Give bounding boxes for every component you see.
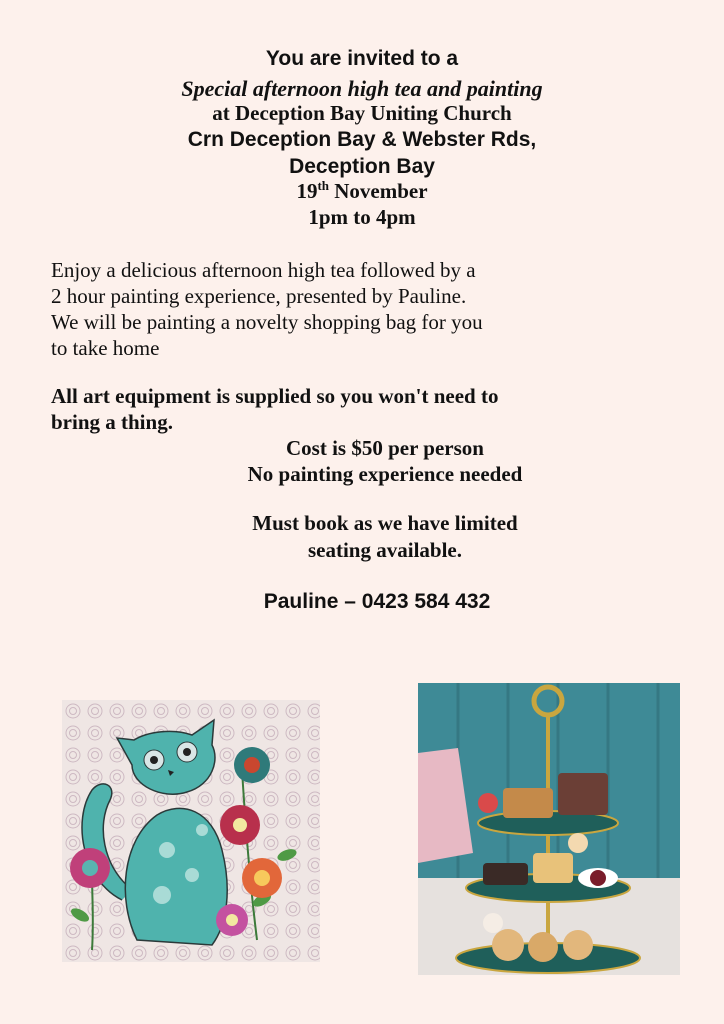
event-title: Special afternoon high tea and painting (181, 76, 543, 101)
address-line-2: Deception Bay (289, 155, 435, 178)
high-tea-illustration (418, 683, 680, 975)
description-line: We will be painting a novelty shopping bag for you (51, 310, 483, 334)
description-line: 2 hour painting experience, presented by Pauline. (51, 284, 467, 308)
invite-line-1: You are invited to a (265, 47, 459, 70)
address-line-1: Crn Deception Bay & Webster Rds, (187, 128, 537, 151)
painted-cat-bag-image (62, 700, 320, 962)
experience-text: No painting experience needed (247, 462, 523, 486)
booking-line: Must book as we have limited (252, 511, 518, 535)
booking-line: seating available. (307, 538, 462, 562)
cost-block (0, 435, 724, 487)
booking-block (0, 510, 724, 564)
cat-painting-illustration (62, 700, 320, 962)
date-suffix: th (317, 178, 329, 193)
date-day: 19 (296, 179, 318, 203)
venue-line: at Deception Bay Uniting Church (212, 101, 512, 125)
equipment-line: All art equipment is supplied so you won't need to (51, 384, 499, 408)
equipment-line: bring a thing. (51, 410, 173, 434)
date-month: November (329, 179, 428, 203)
description-line: to take home (51, 336, 160, 360)
contact-phone: Pauline – 0423 584 432 (263, 590, 491, 613)
high-tea-stand-image (418, 683, 680, 975)
cost-text: Cost is $50 per person (286, 436, 484, 460)
description-line: Enjoy a delicious afternoon high tea followed by a (51, 258, 476, 282)
event-time: 1pm to 4pm (308, 205, 416, 229)
equipment-paragraph (51, 383, 671, 435)
event-date (0, 178, 724, 204)
description-paragraph (51, 257, 671, 361)
